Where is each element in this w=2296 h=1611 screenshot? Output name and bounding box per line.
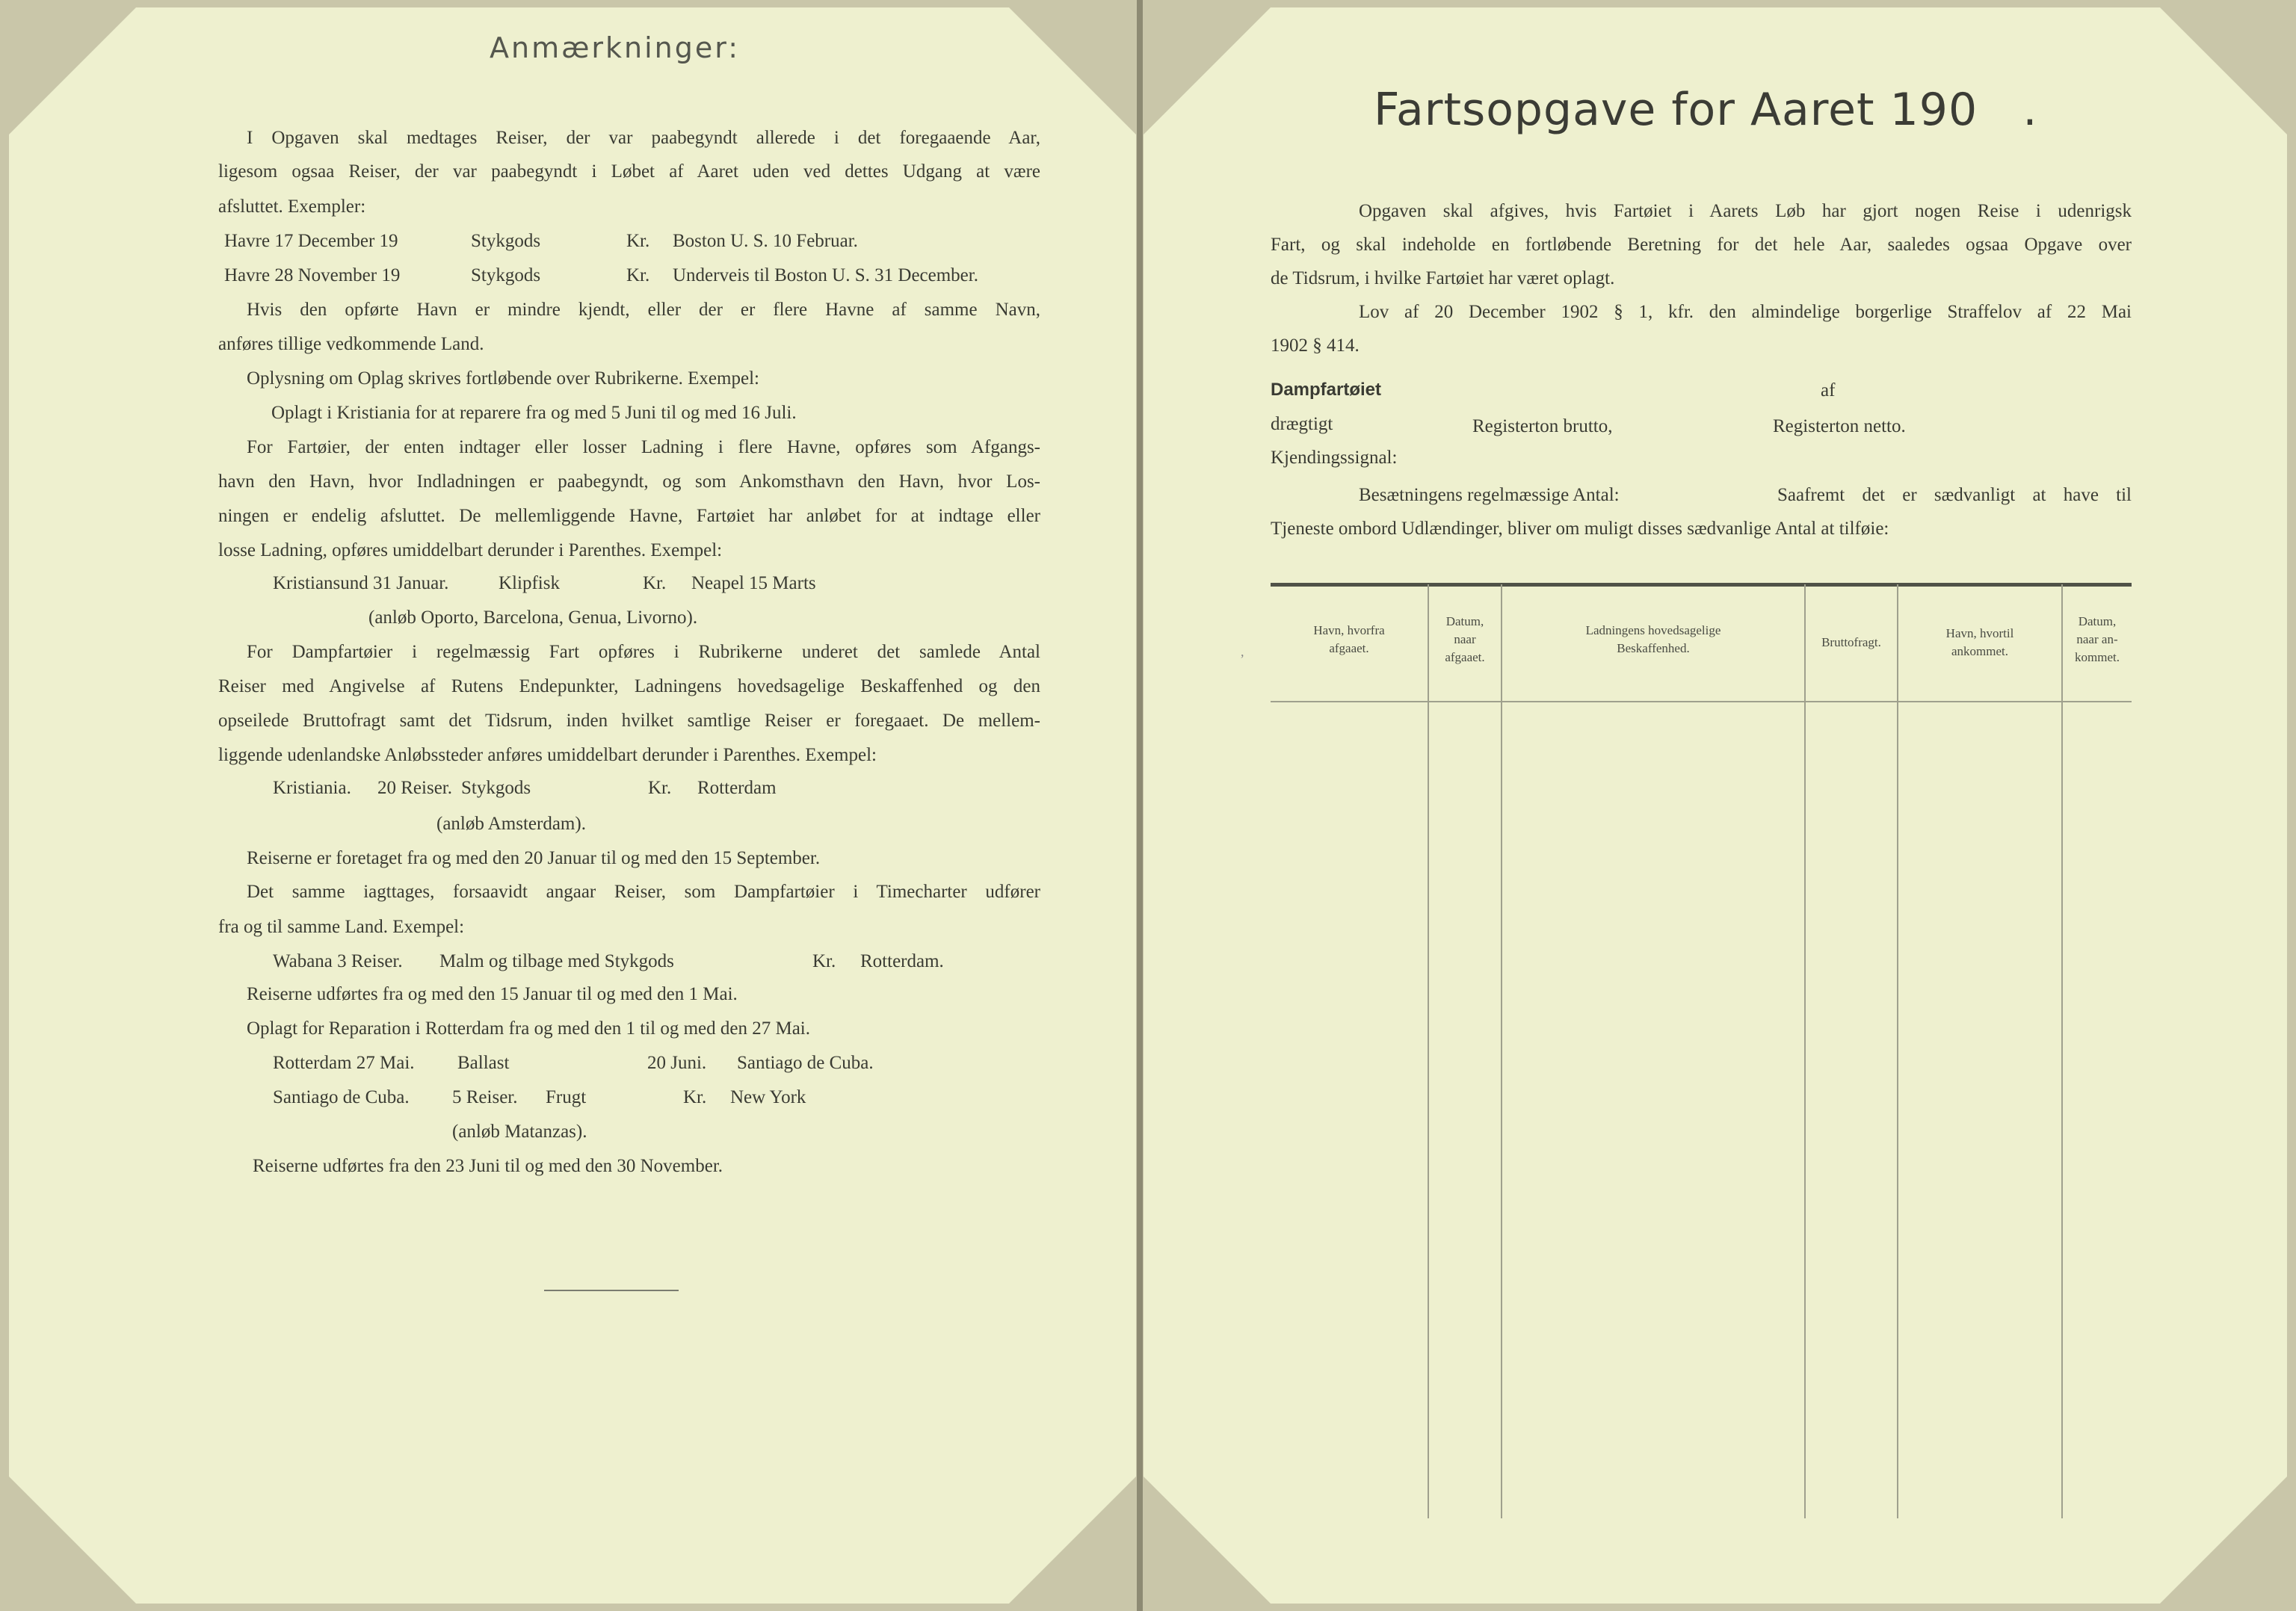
column-divider	[1897, 584, 1898, 1518]
tonnage-label: drægtigt	[1271, 414, 1333, 434]
intro-line: Opgaven skal afgives, hvis Fartøiet i Aarets Løb har gjort nogen Reise i udenrigsk	[1359, 201, 2132, 221]
remark-line: Det samme iagttages, forsaavidt angaar Reiser, som Dampfartøier i Timecharter udfører	[247, 882, 1040, 902]
intro-line: de Tidsrum, i hvilke Fartøiet har været oplagt.	[1271, 268, 1615, 288]
gross-tonnage-label: Registerton brutto,	[1472, 416, 1613, 436]
example-calls: (anløb Oporto, Barcelona, Genua, Livorno).	[368, 607, 698, 628]
net-tonnage-label: Registerton netto.	[1773, 416, 1906, 436]
remark-line: I Opgaven skal medtages Reiser, der var paabegyndt allerede i det foregaaende Aar,	[247, 128, 1040, 148]
example-kr: Kr.	[626, 231, 650, 251]
home-port-label: af	[1821, 380, 1836, 401]
example-calls: (anløb Matanzas).	[452, 1122, 587, 1142]
remark-line: afsluttet. Exempler:	[218, 197, 366, 217]
remark-line: losse Ladning, opføres umiddelbart derunder i Parenthes. Exempel:	[218, 540, 723, 560]
remark-line: For Fartøier, der enten indtager eller losser Ladning i flere Havne, opføres som Afgangs-	[247, 437, 1040, 457]
column-divider	[2061, 584, 2063, 1518]
remark-line: opseilede Bruttofragt samt det Tidsrum, inden hvilket samtlige Reiser er foregaaet. De mellem-	[218, 711, 1040, 731]
example-port: Havre 17 December 19	[224, 231, 398, 251]
remark-line: Reiser med Angivelse af Rutens Endepunkter, Ladningens hovedsagelige Beskaffenhed og den	[218, 676, 1040, 696]
example-destination: New York	[730, 1087, 806, 1107]
column-divider	[1428, 584, 1429, 1518]
col-header-arrival-port: Havn, hvortil ankommet.	[1945, 626, 2014, 658]
example-cargo: Stykgods	[471, 231, 541, 251]
example-destination: Santiago de Cuba.	[737, 1053, 874, 1073]
example-trips: 20 Reiser.	[377, 778, 452, 798]
remark-line: havn den Havn, hvor Indladningen er paabegyndt, og som Ankomsthavn den Havn, hvor Los-	[218, 471, 1040, 492]
example-port: Rotterdam 27 Mai.	[273, 1053, 415, 1073]
remark-line: Oplysning om Oplag skrives fortløbende over Rubrikerne. Exempel:	[247, 368, 759, 389]
remark-line: Reiserne er foretaget fra og med den 20 Januar til og med den 15 September.	[247, 848, 821, 868]
example-destination: Neapel 15 Marts	[691, 573, 816, 593]
remark-line: liggende udenlandske Anløbssteder anføres umiddelbart derunder i Parenthes. Exempel:	[218, 745, 877, 765]
remark-line: fra og til samme Land. Exempel:	[218, 917, 465, 937]
table-header-rule	[1271, 701, 2132, 702]
remark-line: Reiserne udførtes fra og med den 15 Januar til og med den 1 Mai.	[247, 984, 738, 1004]
remark-line: Oplagt for Reparation i Rotterdam fra og med den 1 til og med den 27 Mai.	[247, 1018, 810, 1039]
col-header-cargo: Ladningens hovedsagelige Beskaffenhed.	[1585, 623, 1721, 655]
intro-line: Fart, og skal indeholde en fortløbende Beretning for det hele Aar, saaledes ogsaa Opgave over	[1271, 235, 2132, 255]
example-cargo: Klipfisk	[499, 573, 560, 593]
example-cargo: Stykgods	[471, 265, 541, 285]
col-header-freight: Bruttofragt.	[1821, 635, 1881, 649]
example-destination: Rotterdam	[697, 778, 777, 798]
remark-line: ningen er endelig afsluttet. De mellemliggende Havne, Fartøiet har anløbet for at indtage eller	[218, 506, 1040, 526]
example-destination: Rotterdam.	[860, 951, 944, 971]
col-header-arrival-date: Datum, naar an- kommet.	[2075, 614, 2120, 664]
crew-note: Saafremt det er sædvanligt at have til	[1777, 485, 2132, 505]
example-port: Santiago de Cuba.	[273, 1087, 410, 1107]
remark-line: Oplagt i Kristiania for at reparere fra og med 5 Juni til og med 16 Juli.	[271, 403, 797, 423]
crew-label: Besætningens regelmæssige Antal:	[1359, 485, 1620, 505]
left-page	[9, 7, 1136, 1604]
remark-line: For Dampfartøier i regelmæssig Fart opføres i Rubrikerne underet det samlede Antal	[247, 642, 1040, 662]
column-divider	[1804, 584, 1806, 1518]
example-kr: Kr.	[683, 1087, 707, 1107]
example-port: Wabana 3 Reiser.	[273, 951, 403, 971]
example-port: Kristiansund 31 Januar.	[273, 573, 449, 593]
example-cargo: Malm og tilbage med Stykgods	[439, 951, 674, 971]
col-header-departure-date: Datum, naar afgaaet.	[1445, 614, 1485, 664]
remark-line: anføres tillige vedkommende Land.	[218, 334, 484, 354]
example-cargo: Frugt	[546, 1087, 587, 1107]
form-title: Fartsopgave for Aaret 190 .	[1374, 84, 2038, 136]
example-kr: Kr.	[812, 951, 836, 971]
remark-line: Hvis den opførte Havn er mindre kjendt, eller der er flere Havne af samme Navn,	[247, 300, 1040, 320]
page-fold	[1137, 0, 1143, 1611]
example-cargo: Ballast	[457, 1053, 510, 1073]
example-destination: Boston U. S. 10 Februar.	[673, 231, 858, 251]
example-port: Kristiania.	[273, 778, 351, 798]
column-divider	[1501, 584, 1502, 1518]
remark-line: ligesom ogsaa Reiser, der var paabegyndt i Løbet af Aaret uden ved dettes Udgang at være	[218, 161, 1040, 182]
crew-note: Tjeneste ombord Udlændinger, bliver om muligt disses sædvanlige Antal at tilføie:	[1271, 519, 1889, 539]
example-destination: Underveis til Boston U. S. 31 December.	[673, 265, 978, 285]
signal-label: Kjendingssignal:	[1271, 448, 1398, 468]
remark-line: Reiserne udførtes fra den 23 Juni til og med den 30 November.	[253, 1156, 723, 1176]
example-port: Havre 28 November 19	[224, 265, 401, 285]
example-cargo: Stykgods	[461, 778, 531, 798]
example-calls: (anløb Amsterdam).	[436, 814, 586, 834]
example-date: 20 Juni.	[647, 1053, 707, 1073]
vessel-label: Dampfartøiet	[1271, 380, 1382, 400]
closing-rule	[544, 1290, 679, 1291]
example-kr: Kr.	[643, 573, 667, 593]
col-header-departure-port: Havn, hvorfra afgaaet.	[1313, 623, 1385, 655]
margin-mark: ,	[1241, 644, 1244, 659]
intro-line: Lov af 20 December 1902 § 1, kfr. den almindelige borgerlige Straffelov af 22 Mai	[1359, 302, 2132, 322]
remarks-heading: Anmærkninger:	[490, 31, 741, 64]
example-kr: Kr.	[626, 265, 650, 285]
example-trips: 5 Reiser.	[452, 1087, 518, 1107]
intro-line: 1902 § 414.	[1271, 336, 1360, 356]
table-top-rule	[1271, 583, 2132, 587]
example-kr: Kr.	[648, 778, 672, 798]
